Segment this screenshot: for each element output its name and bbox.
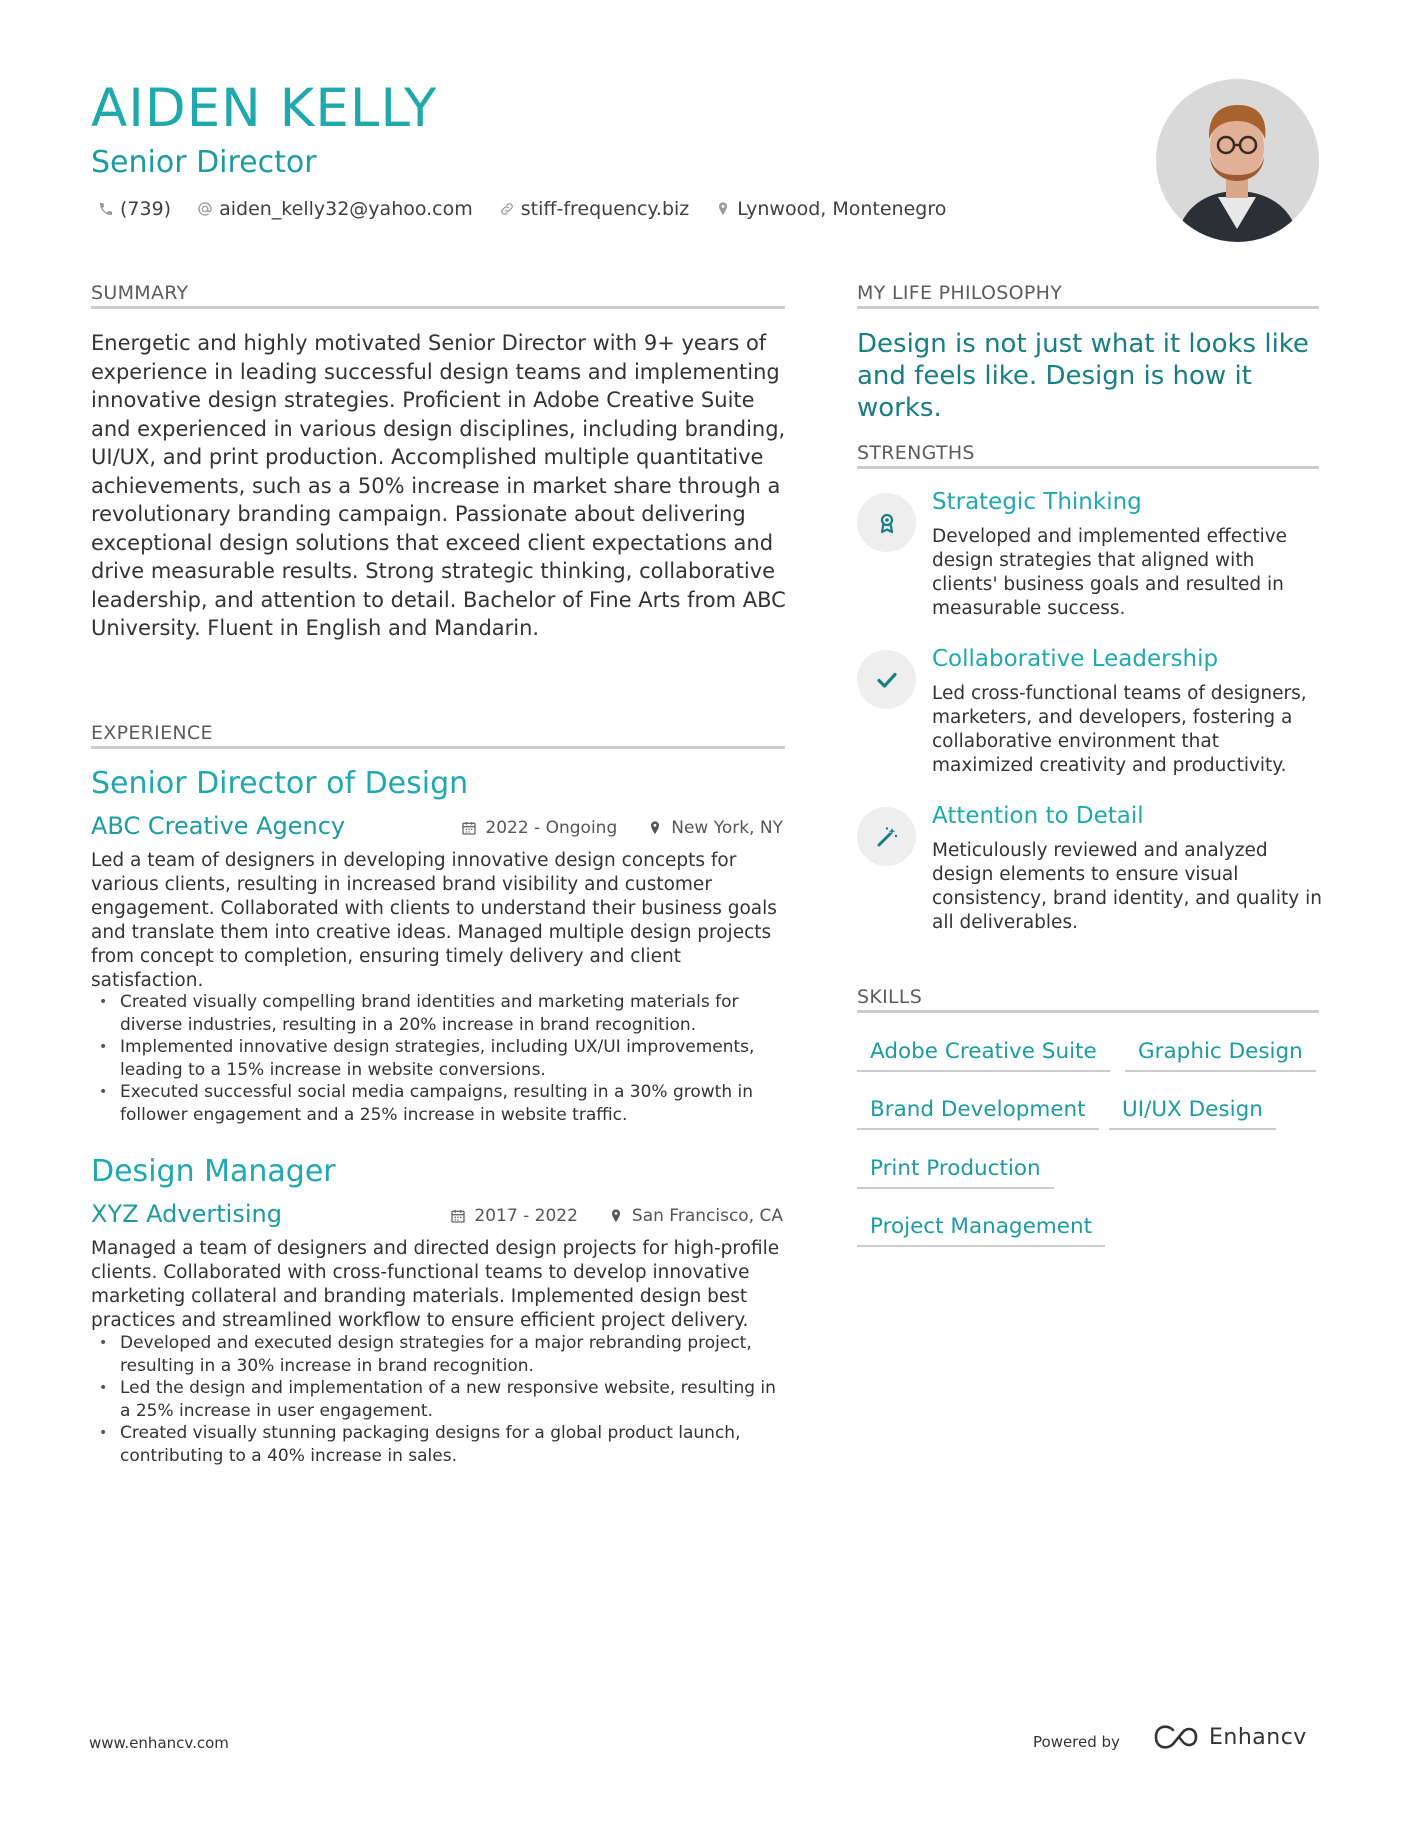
contact-bar (98, 198, 972, 220)
skill-tag: Project Management (857, 1214, 1105, 1247)
list-item: • Executed successful social media campaigns, resulting in a 30% growth in follower engagement and a 25% increase in website traffic. (91, 1081, 781, 1126)
list-item: • Led the design and implementation of a new responsive website, resulting in a 25% increase in user engagement. (91, 1377, 781, 1422)
strength-title: Collaborative Leadership (932, 646, 1219, 672)
list-item: • Developed and executed design strategies for a major rebranding project, resulting in a 30% increase in brand recognition. (91, 1332, 781, 1377)
phone-text: (739) (120, 198, 172, 220)
location-pin-icon (647, 820, 663, 836)
skill-tag: UI/UX Design (1109, 1097, 1276, 1130)
skills-heading: SKILLS (857, 986, 1319, 1013)
skill-tag: Print Production (857, 1156, 1054, 1189)
job-dates (461, 818, 617, 838)
philosophy-heading: MY LIFE PHILOSOPHY (857, 282, 1319, 309)
strength-icon-badge (857, 650, 916, 709)
strengths-heading: STRENGTHS (857, 442, 1319, 469)
job-location (608, 1206, 783, 1226)
phone-icon (98, 201, 114, 217)
brand-logo[interactable] (1153, 1724, 1307, 1750)
location-text: Lynwood, Montenegro (737, 198, 947, 220)
job-description: Led a team of designers in developing innovative design concepts for various clients, resulting in increased brand visibility and customer engagement. Collaborated with clients to understand their business goals and translate them into creative ideas. Managed multiple design projects from concept to completion, ensuring timely delivery and client satisfaction. (91, 850, 777, 991)
strength-description: Led cross-functional teams of designers, marketers, and developers, fostering a collaborative environment that maximized creativity and productivity. (932, 683, 1307, 776)
check-icon (875, 668, 899, 692)
skill-tag: Graphic Design (1125, 1039, 1316, 1072)
skill-tag: Brand Development (857, 1097, 1099, 1130)
calendar-icon (450, 1208, 466, 1224)
job-title: Senior Director of Design (91, 766, 469, 801)
calendar-icon (461, 820, 477, 836)
profile-photo (1156, 79, 1319, 242)
summary-text: Energetic and highly motivated Senior Director with 9+ years of experience in leading successful design teams and implementing innovative design strategies. Proficient in Adobe Creative Suite and experienced in various design disciplines, including branding, UI/UX, and print production. Accomplished multiple quantitative achievements, such as a 50% increase in market share through a revolutionary branding campaign. Passionate about delivering exceptional design solutions that exceed client expectations and drive measurable results. Strong strategic thinking, collaborative leadership, and attention to detail. Bachelor of Fine Arts from ABC University. Fluent in English and Mandarin. (91, 331, 786, 640)
candidate-name: AIDEN KELLY (91, 78, 438, 139)
job-location (647, 818, 783, 838)
location-pin-icon (608, 1208, 624, 1224)
job-meta (450, 1206, 783, 1226)
job-description: Managed a team of designers and directed design projects for high-profile clients. Collaborated with cross-functional teams to develop innovative marketing collateral and branding materials. Implemented design best practices and streamlined workflow to ensure efficient project delivery. (91, 1238, 780, 1331)
skill-tag: Adobe Creative Suite (857, 1039, 1110, 1072)
list-item: • Implemented innovative design strategies, including UX/UI improvements, leading to a 15% increase in website conversions. (91, 1036, 781, 1081)
job-meta (461, 818, 783, 838)
magic-wand-icon (875, 825, 899, 849)
contact-phone[interactable] (98, 198, 171, 220)
list-item: • Created visually compelling brand identities and marketing materials for diverse industries, resulting in a 20% increase in brand recognition. (91, 991, 781, 1036)
job-achievements (91, 1332, 781, 1467)
strength-description: Meticulously reviewed and analyzed design elements to ensure visual consistency, brand identity, and quality in all deliverables. (932, 840, 1322, 933)
strength-description: Developed and implemented effective design strategies that aligned with clients' business goals and resulted in measurable success. (932, 526, 1288, 619)
strength-icon-badge (857, 493, 916, 552)
avatar (1156, 79, 1319, 242)
at-icon (197, 201, 213, 217)
enhancv-logo-icon (1153, 1724, 1199, 1750)
list-item: • Created visually stunning packaging designs for a global product launch, contributing to a 40% increase in sales. (91, 1422, 781, 1467)
job-dates (450, 1206, 577, 1226)
job-company: ABC Creative Agency (91, 812, 346, 840)
powered-by-label: Powered by (1033, 1733, 1120, 1751)
job-company: XYZ Advertising (91, 1200, 282, 1228)
contact-location (715, 198, 946, 220)
job-location-text: New York, NY (671, 818, 783, 838)
location-pin-icon (715, 201, 731, 217)
contact-email[interactable] (197, 198, 473, 220)
job-achievements (91, 991, 781, 1126)
job-location-text: San Francisco, CA (631, 1206, 783, 1226)
job-dates-text: 2017 - 2022 (474, 1206, 578, 1226)
job-dates-text: 2022 - Ongoing (485, 818, 618, 838)
strength-title: Attention to Detail (932, 803, 1144, 829)
email-text: aiden_kelly32@yahoo.com (219, 198, 473, 220)
philosophy-quote: Design is not just what it looks like and feels like. Design is how it works. (857, 329, 1309, 423)
strength-title: Strategic Thinking (932, 489, 1142, 515)
brand-name: Enhancv (1209, 1724, 1307, 1750)
link-icon (499, 201, 515, 217)
candidate-title: Senior Director (91, 145, 317, 180)
contact-website[interactable] (499, 198, 690, 220)
experience-heading: EXPERIENCE (91, 722, 785, 749)
award-icon (875, 511, 899, 535)
footer-website-link[interactable]: www.enhancv.com (89, 1734, 229, 1752)
website-text: stiff-frequency.biz (520, 198, 690, 220)
summary-heading: SUMMARY (91, 282, 785, 309)
strength-icon-badge (857, 807, 916, 866)
job-title: Design Manager (91, 1154, 336, 1189)
